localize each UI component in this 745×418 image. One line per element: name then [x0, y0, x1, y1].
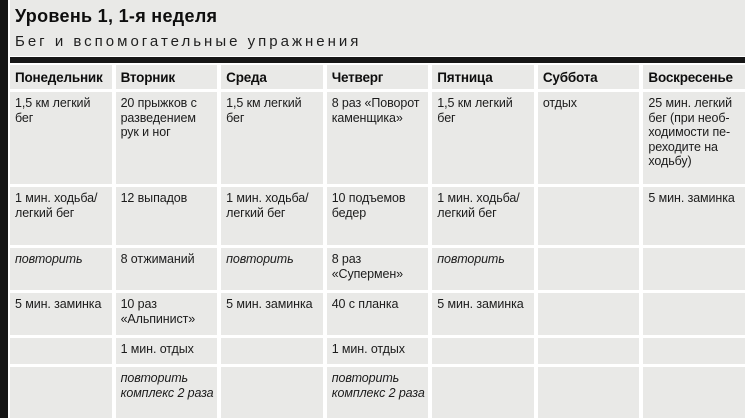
table-cell [538, 187, 640, 245]
table-cell: 8 отжиманий [116, 248, 218, 290]
column-header-tuesday: Вторник [116, 65, 218, 89]
table-cell: 8 раз «Супермен» [327, 248, 429, 290]
table-cell: 1,5 км легкий бег [10, 92, 112, 184]
table-cell: 1 мин. ходьба/ легкий бег [432, 187, 534, 245]
table-cell: 5 мин. заминка [432, 293, 534, 335]
table-cell: повторить комплекс 2 раза [327, 367, 429, 418]
table-cell: 20 прыжков с разведением рук и ног [116, 92, 218, 184]
table-cell [538, 293, 640, 335]
table-cell [10, 367, 112, 418]
table-cell [538, 338, 640, 364]
table-cell [538, 248, 640, 290]
title-band [10, 0, 745, 56]
table-cell: 40 с планка [327, 293, 429, 335]
table-cell: повторить [432, 248, 534, 290]
table-cell: отдых [538, 92, 640, 184]
table-cell: 5 мин. заминка [643, 187, 745, 245]
table-cell: 5 мин. заминка [221, 293, 323, 335]
column-header-wednesday: Среда [221, 65, 323, 89]
table-cell [432, 338, 534, 364]
table-cell: 1 мин. ходьба/ легкий бег [10, 187, 112, 245]
table-cell: 5 мин. заминка [10, 293, 112, 335]
table-cell [643, 338, 745, 364]
table-cell [221, 338, 323, 364]
table-cell [643, 293, 745, 335]
column-header-monday: Понедельник [10, 65, 112, 89]
table-cell: 1 мин. отдых [327, 338, 429, 364]
column-header-saturday: Суббота [538, 65, 640, 89]
table-cell: 1,5 км легкий бег [221, 92, 323, 184]
table-cell: повторить комплекс 2 раза [116, 367, 218, 418]
table-cell: повторить [10, 248, 112, 290]
table-cell: 1 мин. ходьба/ легкий бег [221, 187, 323, 245]
table-cell [432, 367, 534, 418]
table-cell: 1,5 км легкий бег [432, 92, 534, 184]
table-cell [221, 367, 323, 418]
table-cell: 12 выпадов [116, 187, 218, 245]
schedule-table [10, 65, 745, 418]
page-content [10, 0, 745, 418]
table-cell: 10 раз «Альпинист» [116, 293, 218, 335]
page-title: Уровень 1, 1-я неделя [15, 6, 218, 26]
table-cell: 8 раз «Поворот каменщика» [327, 92, 429, 184]
table-cell: 1 мин. отдых [116, 338, 218, 364]
column-header-thursday: Четверг [327, 65, 429, 89]
table-cell [10, 338, 112, 364]
table-cell: 25 мин. легкий бег (при необ-ходимости пе-реходите на ходьбу) [643, 92, 745, 184]
table-cell [643, 248, 745, 290]
column-header-sunday: Воскресенье [643, 65, 745, 89]
table-cell: 10 подъемов бедер [327, 187, 429, 245]
header-divider-rule [10, 57, 745, 63]
table-cell [538, 367, 640, 418]
table-cell: повторить [221, 248, 323, 290]
table-cell [643, 367, 745, 418]
column-header-friday: Пятница [432, 65, 534, 89]
page-subtitle: Бег и вспомогательные упражнения [15, 32, 362, 50]
left-edge-bar [0, 0, 8, 418]
